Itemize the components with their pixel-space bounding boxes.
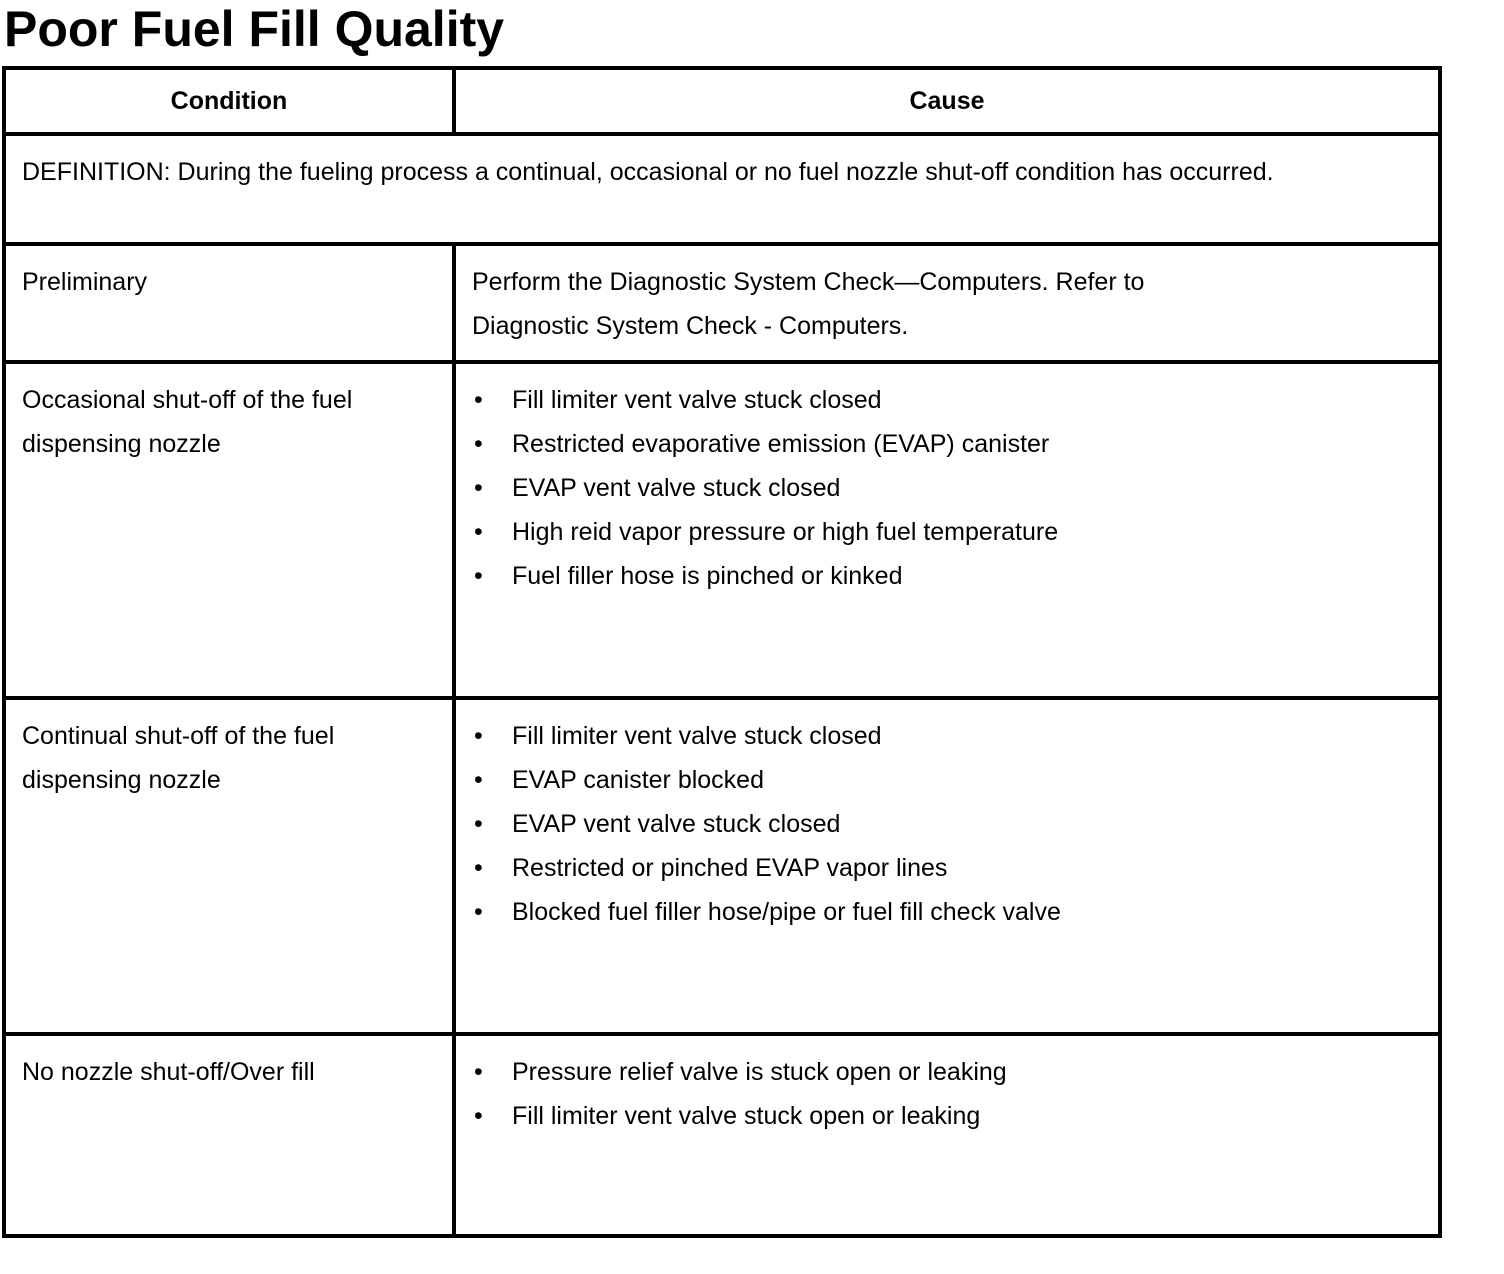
- list-item: [472, 758, 1422, 802]
- bullet-icon: •: [474, 1102, 483, 1130]
- cause-item-text: Fill limiter vent valve stuck open or leaking: [512, 1102, 981, 1130]
- list-item: [472, 1050, 1422, 1094]
- cause-header: Cause: [454, 68, 1440, 134]
- cause-item-text: Fill limiter vent valve stuck closed: [512, 386, 882, 414]
- bullet-icon: •: [474, 518, 483, 546]
- cause-item-text: EVAP vent valve stuck closed: [512, 810, 841, 838]
- cause-item-text: Restricted evaporative emission (EVAP) canister: [512, 430, 1050, 458]
- bullet-icon: •: [474, 474, 483, 502]
- condition-cell: Continual shut-off of the fuel dispensing nozzle: [22, 722, 335, 794]
- bullet-icon: •: [474, 898, 483, 926]
- bullet-icon: •: [474, 386, 483, 414]
- cause-item-text: Restricted or pinched EVAP vapor lines: [512, 854, 948, 882]
- cause-item-text: Pressure relief valve is stuck open or leaking: [512, 1058, 1007, 1086]
- cause-cell: Perform the Diagnostic System Check—Computers. Refer to Diagnostic System Check - Computers.: [472, 268, 1145, 340]
- bullet-icon: •: [474, 810, 483, 838]
- bullet-icon: •: [474, 1058, 483, 1086]
- bullet-icon: •: [474, 722, 483, 750]
- bullet-icon: •: [474, 854, 483, 882]
- cause-item-text: Blocked fuel filler hose/pipe or fuel fill check valve: [512, 898, 1061, 926]
- bullet-icon: •: [474, 766, 483, 794]
- condition-cell: Occasional shut-off of the fuel dispensing nozzle: [22, 386, 353, 458]
- cause-item-text: High reid vapor pressure or high fuel temperature: [512, 518, 1059, 546]
- list-item: [472, 466, 1422, 510]
- bullet-icon: •: [474, 562, 483, 590]
- cause-item-text: Fill limiter vent valve stuck closed: [512, 722, 882, 750]
- list-item: [472, 714, 1422, 758]
- cause-item-text: EVAP canister blocked: [512, 766, 764, 794]
- header-row: [4, 68, 1440, 134]
- table-row: [4, 1034, 1440, 1236]
- definition-row: [4, 134, 1440, 244]
- cause-list: [456, 1036, 1438, 1138]
- list-item: [472, 802, 1422, 846]
- list-item: [472, 1094, 1422, 1138]
- condition-header: Condition: [4, 68, 454, 134]
- list-item: [472, 378, 1422, 422]
- cause-item-text: EVAP vent valve stuck closed: [512, 474, 841, 502]
- table-row: [4, 698, 1440, 1034]
- bullet-icon: •: [474, 430, 483, 458]
- list-item: [472, 422, 1422, 466]
- definition-text: DEFINITION: During the fueling process a continual, occasional or no fuel nozzle shut-off condition has occurred.: [22, 158, 1274, 186]
- table-row: [4, 244, 1440, 362]
- diagnostic-table: [2, 66, 1442, 1238]
- condition-cell: No nozzle shut-off/Over fill: [22, 1058, 315, 1086]
- cause-list: [456, 364, 1438, 598]
- cause-item-text: Fuel filler hose is pinched or kinked: [512, 562, 903, 590]
- table-row: [4, 362, 1440, 698]
- list-item: [472, 554, 1422, 598]
- cause-list: [456, 700, 1438, 934]
- list-item: [472, 510, 1422, 554]
- condition-cell: Preliminary: [22, 268, 148, 296]
- list-item: [472, 890, 1422, 934]
- list-item: [472, 846, 1422, 890]
- page-title: Poor Fuel Fill Quality: [4, 1, 505, 57]
